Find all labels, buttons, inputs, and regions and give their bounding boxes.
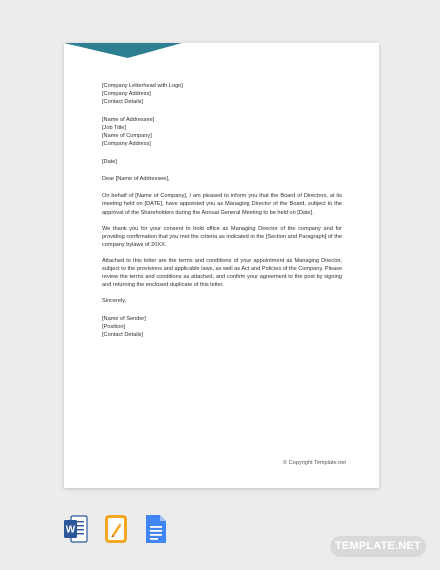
supported-apps (64, 514, 174, 544)
paragraph-appointment: On behalf of [Name of Company], I am pleased to inform you that the Board of Directors, at its meeting held on [DATE], have appointed you as Managing Director of the Board, subject to the approval of the Shareholders during the Annual General Meeting to be held on [Date]. (102, 193, 342, 216)
header-ribbon (64, 43, 182, 58)
sender-contact-details: [Contact Details] (102, 332, 144, 339)
word-icon[interactable] (64, 514, 88, 544)
addressee-name: [Name of Addressee] (102, 117, 155, 124)
addressee-company: [Name of Company] (102, 133, 152, 140)
date-line: [Date] (102, 159, 117, 166)
copyright-note: © Copyright Template.net (282, 460, 346, 466)
salutation: Dear [Name of Addressee], (102, 176, 170, 183)
addressee-block (102, 116, 342, 148)
addressee-address: [Company Address] (102, 141, 151, 148)
sender-name: [Name of Sender] (102, 315, 146, 322)
sender-position: [Position] (102, 323, 126, 330)
signature-block (102, 315, 342, 339)
paragraph-consent: We thank you for your consent to hold office as Managing Director of the company and for providing confirmation that you met the criteria as indicated in the [Section and Paragraph] of the company bylaws of 20XX. (102, 225, 342, 248)
word-letter: W (65, 524, 76, 536)
sender-letterhead: [Company Letterhead with Logo] (102, 83, 183, 89)
google-docs-icon[interactable] (144, 514, 168, 544)
paragraph-terms: Attached to this letter are the terms and conditions of your appointment as Managing Director, subject to the provisions and applicable laws, as well as Act and Policies of the Company. Please review the terms and conditions as attached, and confirm your agreement to the post by signing and returning the enclosed duplicate of this letter. (102, 257, 342, 288)
sender-address: [Company Address] (102, 91, 151, 98)
sender-header (102, 82, 342, 106)
template-net-badge[interactable]: TEMPLATE.NET (330, 536, 426, 557)
closing: Sincerely, (102, 297, 127, 304)
letter-page (64, 43, 379, 488)
letter-body (102, 82, 342, 349)
addressee-title: [Job Title] (102, 125, 126, 132)
pages-icon[interactable] (104, 514, 128, 544)
sender-contact: [Contact Details] (102, 99, 144, 106)
